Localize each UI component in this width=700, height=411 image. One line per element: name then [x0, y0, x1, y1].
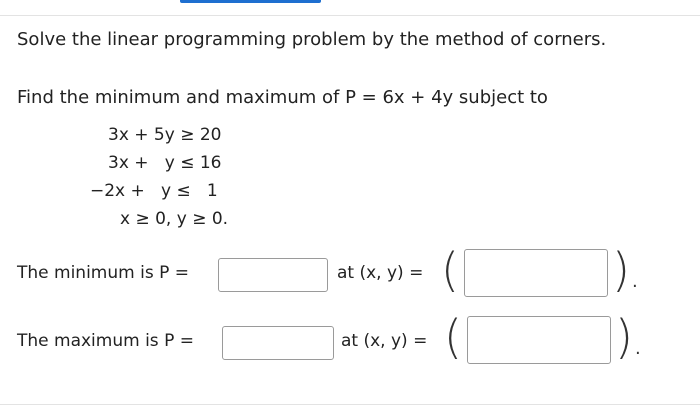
maximum-period: . [635, 338, 641, 359]
minimum-xy-input[interactable] [464, 249, 608, 297]
maximum-label: The maximum is P = [17, 331, 194, 351]
minimum-open-paren: ( [441, 243, 459, 297]
top-divider [0, 15, 700, 16]
minimum-label: The minimum is P = [17, 263, 189, 283]
constraint-1: 3x + 5y ≥ 20 [108, 125, 222, 145]
maximum-p-input[interactable] [222, 326, 334, 360]
maximum-at-label: at (x, y) = [341, 331, 428, 351]
constraint-nonnegativity: x ≥ 0, y ≥ 0. [120, 209, 229, 229]
bottom-divider [0, 404, 700, 405]
active-tab-indicator [180, 0, 321, 3]
minimum-at-label: at (x, y) = [337, 263, 424, 283]
instruction-text: Solve the linear programming problem by the method of corners. [17, 29, 607, 50]
minimum-period: . [632, 271, 638, 292]
minimum-p-input[interactable] [218, 258, 328, 292]
constraint-3: −2x + y ≤ 1 [90, 181, 218, 201]
constraint-2: 3x + y ≤ 16 [108, 153, 222, 173]
minimum-close-paren: ) [612, 243, 630, 297]
maximum-open-paren: ( [444, 310, 462, 364]
maximum-xy-input[interactable] [467, 316, 611, 364]
problem-statement: Find the minimum and maximum of P = 6x + 4y subject to [17, 87, 548, 108]
maximum-close-paren: ) [615, 310, 633, 364]
